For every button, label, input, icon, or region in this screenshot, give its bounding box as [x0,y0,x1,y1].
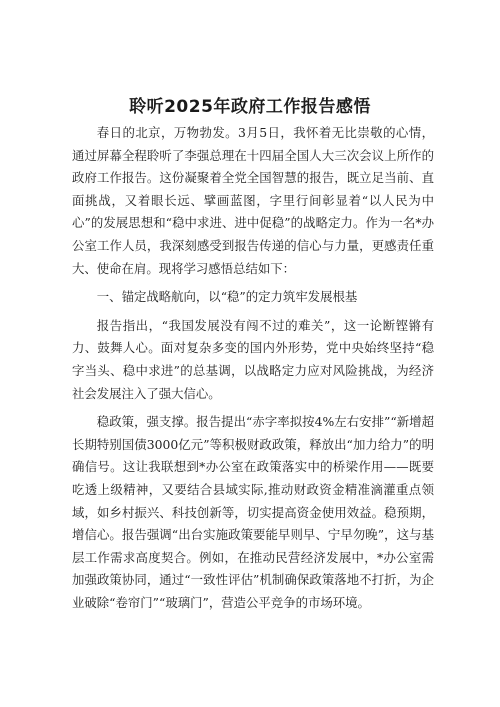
section-heading: 一、锚定战略航向，以“稳”的定力筑牢发展根基 [96,289,358,305]
document-title: 聆听2025年政府工作报告感悟 [129,97,371,117]
intro-paragraph: 春日的北京，万物勃发。3月5日，我怀着无比崇敬的心情，通过屏幕全程聆听了李强总理在十四届全国人大三次会议上所作的政府工作报告。这份凝聚着全党全国智慧的报告，既立足当前、直面挑战，又着眼长远、擘画蓝图，字里行间彰显着“以人民为中心”的发展思想和“稳中求进、进中促稳”的战略定力。作为一名*办公室工作人员，我深刻感受到报告传递的信心与力量，更感责任重大、使命在肩。现将学习感悟总结如下： [72,125,434,276]
body-paragraph: 稳政策，强支撑。报告提出“赤字率拟按4%左右安排”“新增超长期特别国债3000亿元”等积极财政政策，释放出“加力给力”的明确信号。这让我联想到*办公室在政策落实中的桥梁作用——既要吃透上级精神，又要结合县域实际,推动财政资金精准滴灌重点领域，如乡村振兴、科技创新等，切实提高资金使用效益。稳预期，增信心。报告强调“出台实施政策要能早则早、宁早勿晚”，这与基层工作需求高度契合。例如，在推动民营经济发展中，*办公室需加强政策协同，通过“一致性评估”机制确保政策落地不打折，为企业破除“卷帘门”“玻璃门”，营造公平竞争的市场环境。 [72,414,434,610]
document-body [72,122,434,620]
body-paragraph: 报告指出，“我国发展没有闯不过的难关”，这一论断铿锵有力、鼓舞人心。面对复杂多变的国内外形势，党中央始终坚持“稳字当头、稳中求进”的总基调，以战略定力应对风险挑战，为经济社会发展注入了强大信心。 [72,317,434,401]
